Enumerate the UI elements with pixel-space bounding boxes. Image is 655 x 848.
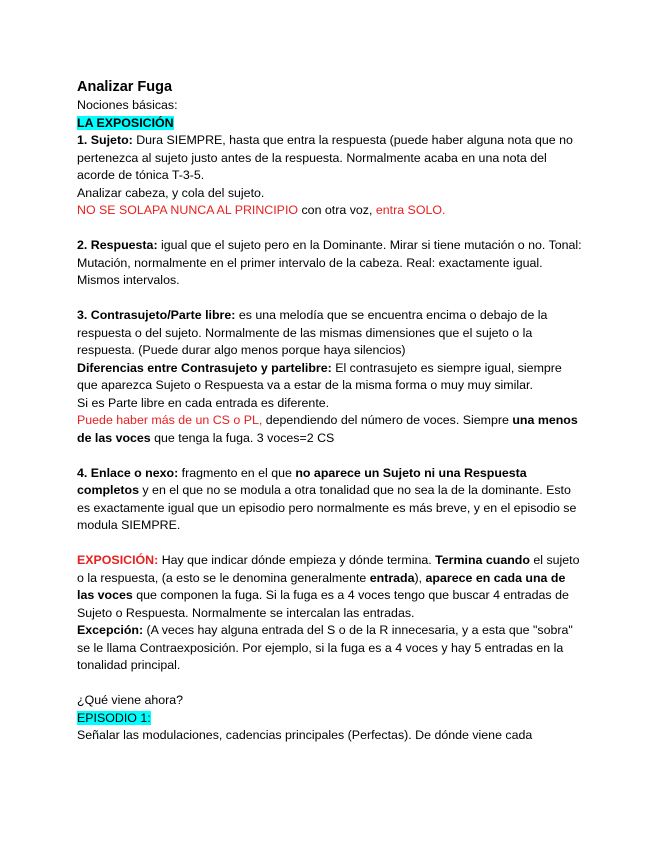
section-heading-exposicion — [77, 115, 582, 133]
text-dependiendo: dependiendo del número de voces. Siempre — [262, 413, 513, 427]
bold-termina-cuando: Termina cuando — [435, 553, 530, 567]
text-expo-4: que componen la fuga. Si la fuga es a 4 voces tengo que buscar 4 entradas de Sujeto o Respuesta. Normalmente se intercalan las entradas. — [77, 588, 569, 620]
line-analizar: Analizar cabeza, y cola del sujeto. — [77, 185, 265, 200]
text-respuesta: igual que el sujeto pero en la Dominante. Mirar si tiene mutación o no. Tonal: Mutación, normalmente en el primer intervalo de la cabeza. Real: exactamente igual. Mismos intervalos. — [77, 238, 582, 287]
text-contrasujeto: es una melodía que se encuentra encima o debajo de la respuesta o del sujeto. Normalmente de las mismas dimensiones que el sujeto o la respuesta. (Puede durar algo menos porque haya silencios) — [77, 308, 548, 357]
bold-aparece-en-cada: aparece en cada una de las voces — [77, 570, 566, 602]
label-respuesta: 2. Respuesta: — [77, 238, 158, 252]
label-exposicion: EXPOSICIÓN: — [77, 553, 159, 567]
text-expo-1: Hay que indicar dónde empieza y dónde termina. — [158, 553, 436, 567]
text-expo-2: el sujeto o la respuesta, (a esto se le denomina generalmente — [77, 553, 580, 585]
highlighted-heading: LA EXPOSICIÓN — [77, 115, 174, 130]
line-que-viene: ¿Qué viene ahora? — [77, 693, 184, 707]
text-sujeto: Dura SIEMPRE, hasta que entra la respuesta (puede haber alguna nota que no pertenezca al sujeto justo antes de la respuesta. Normalmente acaba en una nota del acorde de tónica T-3-5. — [77, 133, 573, 182]
paragraph-sujeto — [77, 132, 582, 185]
paragraph-contrasujeto — [77, 307, 582, 360]
red-text-cs-pl: Puede haber más de un CS o PL, — [77, 413, 263, 427]
text-diferencias: El contrasujeto es siempre igual, siempre que aparezca Sujeto o Respuesta va a estar de la misma forma o muy muy similar. — [77, 360, 562, 392]
text-enlace-2: y en el que no se modula a otra tonalidad que no sea la de la dominante. Esto es exactamente igual que un episodio pero normalmente es más breve, y en el episodio se modula SIEMPRE. — [77, 483, 577, 532]
text-expo-3: ), — [414, 570, 426, 585]
paragraph-respuesta — [77, 237, 582, 290]
document-page — [77, 78, 582, 745]
line-no-solapa — [77, 202, 582, 220]
label-sujeto: 1. Sujeto: — [77, 133, 133, 147]
red-text-no-solapa: NO SE SOLAPA NUNCA AL PRINCIPIO — [77, 203, 299, 217]
paragraph-enlace — [77, 465, 582, 535]
line-parte-libre: Si es Parte libre en cada entrada es diferente. — [77, 395, 330, 410]
paragraph-diferencias — [77, 360, 582, 395]
bold-entrada: entrada — [369, 570, 415, 585]
heading-episodio — [77, 710, 582, 728]
text-con-otra-voz: con otra voz, — [298, 203, 376, 217]
label-excepcion: Excepción: — [77, 623, 144, 637]
red-text-entra-solo: entra SOLO. — [375, 203, 446, 217]
page-title: Analizar Fuga — [77, 79, 173, 95]
line-senalar: Señalar las modulaciones, cadencias principales (Perfectas). De dónde viene cada — [77, 728, 533, 742]
subtitle: Nociones básicas: — [77, 98, 178, 112]
text-tres-voces: que tenga la fuga. 3 voces=2 CS — [150, 430, 335, 445]
text-excepcion: (A veces hay alguna entrada del S o de la R innecesaria, y a esta que "sobra" se le llama Contraexposición. Por ejemplo, si la fuga es a 4 voces y hay 5 entradas en la tonalidad principal. — [77, 623, 573, 672]
highlighted-episodio: EPISODIO 1: — [77, 710, 151, 725]
paragraph-excepcion — [77, 622, 582, 675]
label-diferencias: Diferencias entre Contrasujeto y partelibre: — [77, 360, 332, 375]
label-contrasujeto: 3. Contrasujeto/Parte libre: — [77, 308, 236, 322]
paragraph-exposicion — [77, 552, 582, 622]
bold-no-aparece: no aparece un Sujeto ni una Respuesta completos — [77, 465, 527, 497]
label-enlace: 4. Enlace o nexo: — [77, 465, 179, 480]
bold-una-menos: una menos de las voces — [77, 413, 578, 445]
text-enlace-1: fragmento en el que — [178, 465, 296, 480]
paragraph-numero-voces — [77, 412, 582, 447]
